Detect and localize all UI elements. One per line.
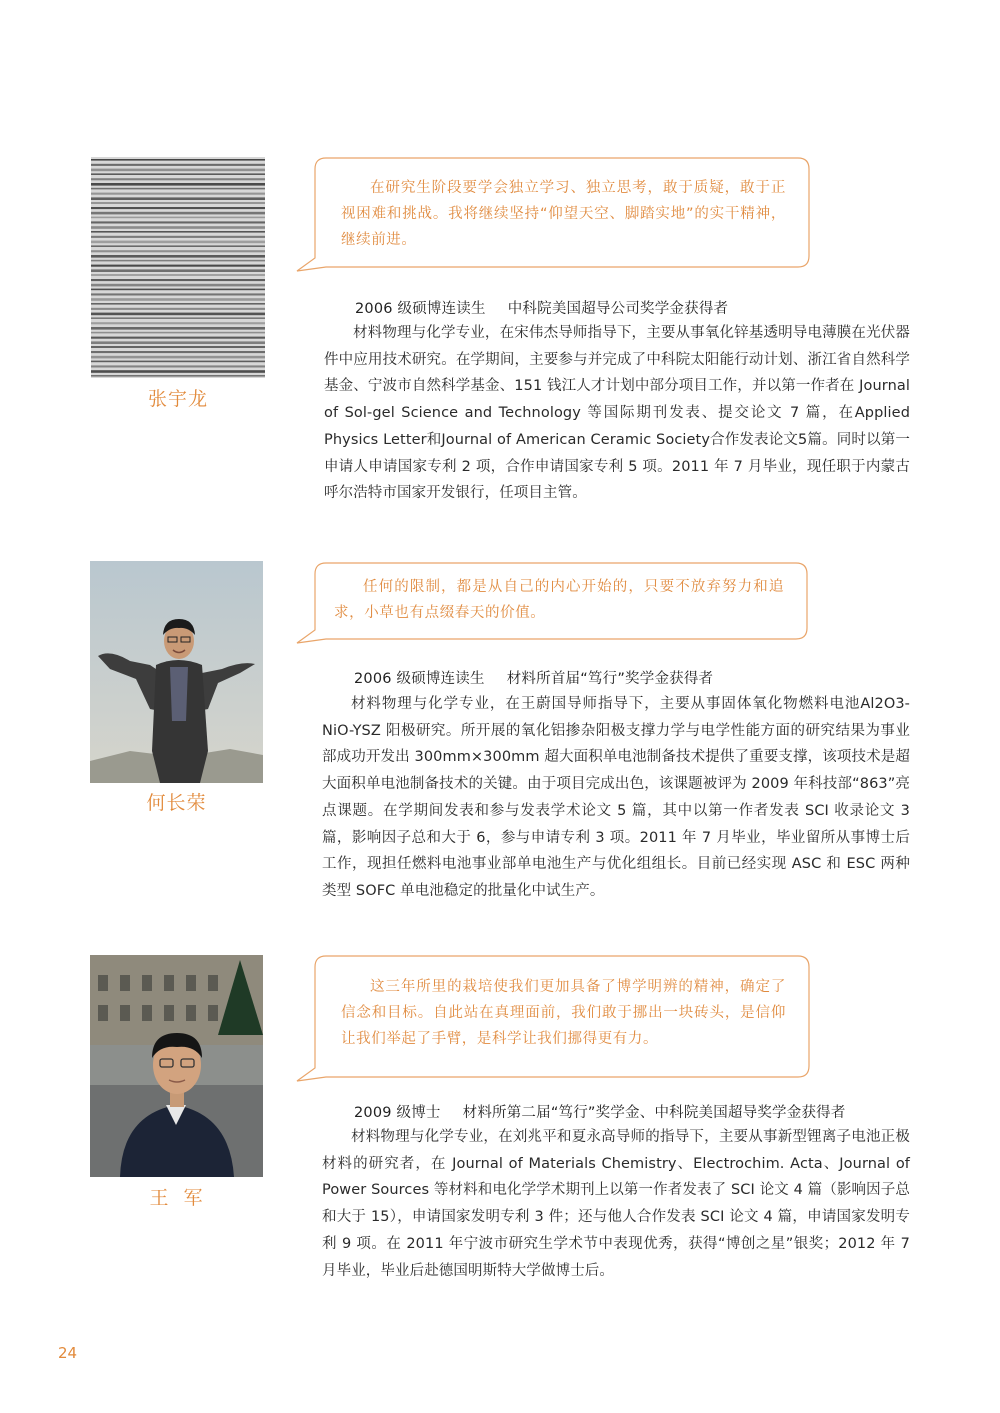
quote-text: 任何的限制，都是从自己的内心开始的，只要不放弃努力和追求，小草也有点缀春天的价值。 <box>334 579 784 621</box>
texture-stripe <box>91 164 265 166</box>
award-label: 材料所第二届“笃行”奖学金、中科院美国超导奖学金获得者 <box>462 1105 846 1121</box>
texture-stripe <box>91 226 265 229</box>
texture-stripe <box>91 317 265 319</box>
texture-stripe <box>91 341 265 344</box>
profile-name: 何长荣 <box>146 792 207 814</box>
profile-headline <box>355 297 728 318</box>
profile-headline <box>354 667 713 688</box>
texture-stripe <box>91 169 265 172</box>
profile-name: 张宇龙 <box>147 388 208 410</box>
profile-photo <box>90 561 263 783</box>
enrollment-label: 2006 级硕博连读生 <box>355 301 486 317</box>
profile-photo <box>90 955 263 1177</box>
texture-stripe <box>91 284 265 287</box>
texture-stripe <box>91 231 265 233</box>
texture-stripe <box>91 221 265 223</box>
texture-stripe <box>91 279 265 281</box>
texture-stripe <box>91 327 265 330</box>
texture-stripe <box>91 361 265 363</box>
texture-stripe <box>91 303 265 305</box>
profile-bio: 材料物理与化学专业，在刘兆平和夏永高导师的指导下，主要从事新型锂离子电池正极材料的研究者，在 Journal of Materials Chemistry、Electrochim. Acta、Journal of Power Sources 等材料和电化学学术期刊上以第一作者发表了 SCI 论文 4 篇（影响因子总和大于 15），申请国家发明专利 3 件；还与他人合作发表 SCI 论文 4 篇，申请国家发明专利 9 项。在 2011 年宁波市研究生学术节中表现优秀，获得“博创之星”银奖；2012 年 7 月毕业，毕业后赴德国明斯特大学做博士后。 <box>322 1129 910 1279</box>
texture-stripe <box>91 289 265 291</box>
texture-stripe <box>91 212 265 215</box>
texture-stripe <box>91 260 265 262</box>
enrollment-label: 2009 级博士 <box>354 1105 441 1121</box>
quote-text: 在研究生阶段要学会独立学习、独立思考，敢于质疑，敢于正视困难和挑战。我将继续坚持“仰望天空、脚踏实地”的实干精神，继续前进。 <box>341 180 786 248</box>
texture-stripe <box>91 370 265 373</box>
texture-stripe <box>91 159 265 161</box>
texture-stripe <box>91 197 265 200</box>
award-label: 材料所首届“笃行”奖学金获得者 <box>506 671 714 687</box>
texture-stripe <box>91 202 265 204</box>
texture-stripe <box>91 188 265 190</box>
profile-bio: 材料物理与化学专业，在宋伟杰导师指导下，主要从事氧化锌基透明导电薄膜在光伏器件中应用技术研究。在学期间，主要参与并完成了中科院太阳能行动计划、浙江省自然科学基金、宁波市自然科学基金、151 钱江人才计划中部分项目工作，并以第一作者在 Journal of Sol-gel Science and Technology 等国际期刊发表、提交论文 7 篇，在Applied Physics Letter和Journal of American Ceramic Society合作发表论文5篇。同时以第一申请人申请国家专利 2 项，合作申请国家专利 5 项。2011 年 7 月毕业，现任职于内蒙古呼尔浩特市国家开发银行，任项目主管。 <box>324 325 910 502</box>
texture-stripe <box>91 207 265 209</box>
texture-stripe <box>91 298 265 301</box>
portrait-photo <box>90 561 263 783</box>
page-number: 24 <box>58 1344 78 1362</box>
texture-stripe <box>91 313 265 316</box>
texture-stripe <box>91 351 265 353</box>
quote-text: 这三年所里的栽培使我们更加具备了博学明辨的精神，确定了信念和目标。自此站在真理面前，我们敢于挪出一块砖头，是信仰让我们举起了手臂，是科学让我们挪得更有力。 <box>341 979 786 1047</box>
texture-stripe <box>91 250 265 252</box>
portrait-photo <box>90 955 263 1177</box>
texture-stripe <box>91 293 265 295</box>
texture-stripe <box>91 173 265 175</box>
texture-stripe <box>91 332 265 334</box>
striped-texture-image <box>91 157 265 378</box>
texture-stripe <box>91 346 265 348</box>
profile-name: 王 军 <box>149 1187 204 1209</box>
texture-stripe <box>91 356 265 359</box>
profile-bio: 材料物理与化学专业，在王蔚国导师指导下，主要从事固体氧化物燃料电池Al2O3-NiO-YSZ 阳极研究。所开展的氧化铝掺杂阳极支撑力学与电学性能方面的研究结果为事业部成功开发出 300mm×300mm 超大面积单电池制备技术提供了重要支撑，该项技术是超大面积单电池制备技术的关键。由于项目完成出色，该课题被评为 2009 年科技部“863”亮点课题。在学期间发表和参与发表学术论文 5 篇，其中以第一作者发表 SCI 收录论文 3 篇，影响因子总和大于 6，参与申请专利 3 项。2011 年 7 月毕业，毕业留所从事博士后工作，现担任燃料电池事业部单电池生产与优化组组长。目前已经实现 ASC 和 ESC 两种类型 SOFC 单电池稳定的批量化中试生产。 <box>322 696 910 899</box>
texture-stripe <box>91 241 265 244</box>
enrollment-label: 2006 级硕博连读生 <box>354 671 485 687</box>
texture-stripe <box>91 236 265 238</box>
texture-stripe <box>91 255 265 258</box>
texture-stripe <box>91 322 265 324</box>
texture-stripe <box>91 274 265 276</box>
profile-photo <box>91 157 265 378</box>
texture-stripe <box>91 269 265 272</box>
profile-headline <box>354 1101 846 1122</box>
texture-stripe <box>91 265 265 267</box>
texture-stripe <box>91 217 265 219</box>
texture-stripe <box>91 337 265 339</box>
texture-stripe <box>91 375 265 377</box>
texture-stripe <box>91 183 265 186</box>
texture-stripe <box>91 178 265 180</box>
texture-stripe <box>91 308 265 310</box>
texture-stripe <box>91 365 265 367</box>
texture-stripe <box>91 193 265 195</box>
award-label: 中科院美国超导公司奖学金获得者 <box>507 301 729 317</box>
texture-stripe <box>91 245 265 247</box>
